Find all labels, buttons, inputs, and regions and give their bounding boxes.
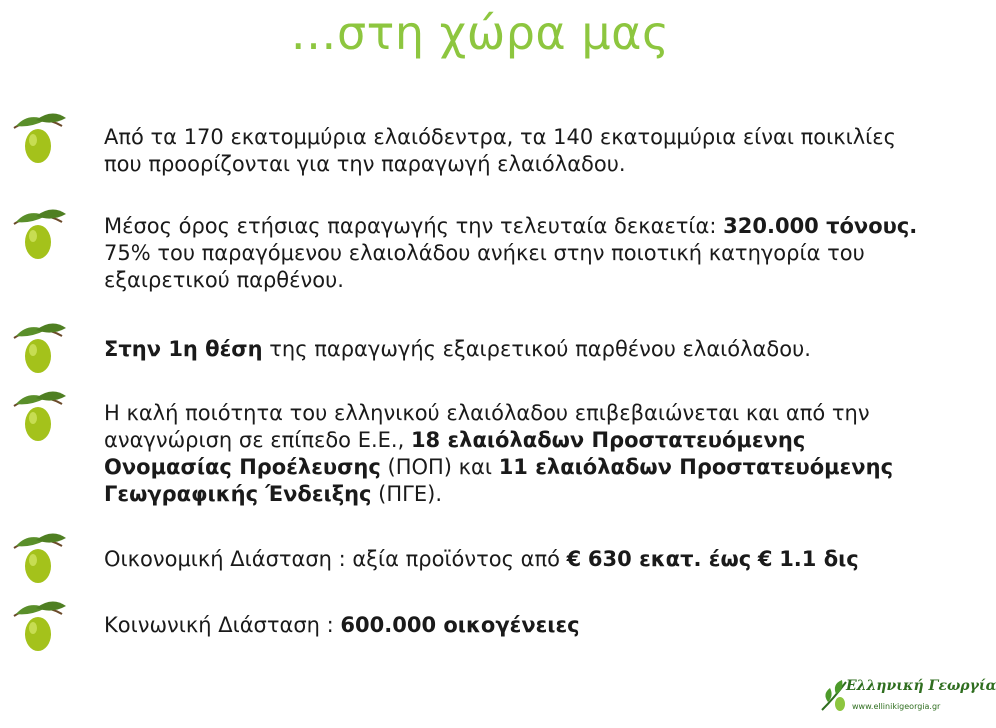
logo-name: Ελληνική Γεωργία [846,678,996,694]
bullet-text-2: Μέσος όρος ετήσιας παραγωγής την τελευταία δεκαετία: 320.000 τόνους. 75% του παραγόμενου ελαιολάδου ανήκει στην ποιοτική κατηγορία του εξαιρετικού παρθένου. [104,214,918,292]
olive-branch-icon [6,106,70,170]
bullet-text-6: Κοινωνική Διάσταση : 600.000 οικογένειες [104,613,580,637]
ellinikigeorgia-logo [820,672,996,724]
olive-branch-icon [6,316,70,380]
bullet-text-3: Στην 1η θέση της παραγωγής εξαιρετικού παρθένου ελαιόλαδου. [104,337,811,361]
euro-icon: € [757,547,773,571]
olive-branch-icon [6,384,70,448]
olive-branch-icon [6,202,70,266]
page-title: …στη χώρα μας [290,6,670,60]
bullet-text-4: Η καλή ποιότητα του ελληνικού ελαιόλαδου επιβεβαιώνεται και από την αναγνώριση σε επίπεδο Ε.Ε., 18 ελαιόλαδων Προστατευόμενης Ονομασίας Προέλευσης (ΠΟΠ) και 11 ελαιόλαδων Προστατευόμενης Γεωγραφικής Ένδειξης (ΠΓΕ). [104,401,894,506]
olive-branch-icon [6,594,70,658]
olive-branch-icon [6,526,70,590]
logo-url: www.ellinikigeorgia.gr [852,702,941,711]
bullet-text-5: Οικονομική Διάσταση : αξία προϊόντος από € 630 εκατ. έως € 1.1 δις [104,547,859,571]
euro-icon: € [566,547,582,571]
bullet-text-1: Από τα 170 εκατομμύρια ελαιόδεντρα, τα 140 εκατομμύρια είναι ποικιλίες που προορίζονται για την παραγωγή ελαιόλαδου. [104,125,896,176]
